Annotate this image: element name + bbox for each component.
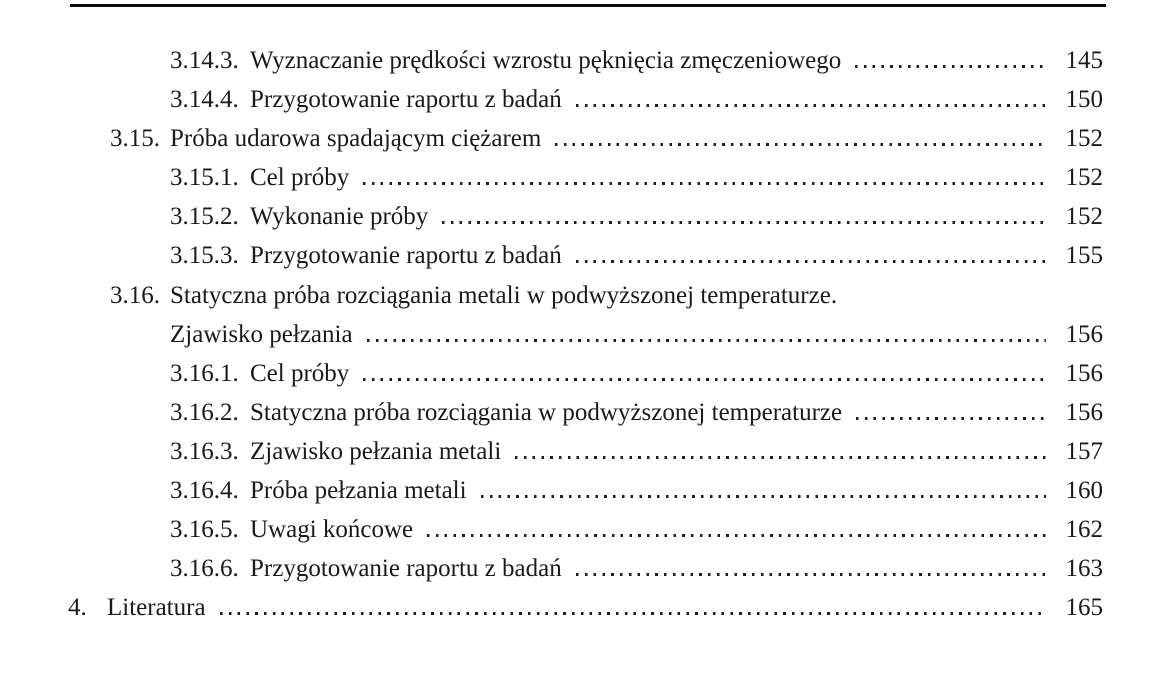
toc-row: [68, 276, 1103, 315]
toc-entry-page-number: 152: [1065, 125, 1103, 153]
dot-leader: [856, 417, 1046, 420]
toc-entry-number: 3.15.3.: [170, 242, 239, 270]
toc-entry-page-number: 162: [1065, 516, 1103, 544]
toc-entry-title: Cel próby: [250, 164, 350, 192]
toc-entry-title: Próba udarowa spadającym ciężarem: [170, 125, 542, 153]
toc-row: [68, 432, 1103, 471]
dot-leader: [363, 378, 1046, 381]
toc-entry-title: Próba pełzania metali: [250, 477, 467, 505]
dot-leader: [515, 456, 1046, 459]
dot-leader: [427, 534, 1046, 537]
toc-entry-number: 3.14.3.: [170, 47, 239, 74]
toc-row: [68, 471, 1103, 510]
toc-entry-number: 3.15.: [110, 125, 160, 153]
toc-row: [68, 354, 1103, 393]
toc-entry-title: Zjawisko pełzania: [170, 320, 353, 348]
toc-entry-number: 3.16.2.: [170, 398, 239, 426]
toc-entry-title: Wyznaczanie prędkości wzrostu pęknięcia zmęczeniowego: [250, 47, 842, 74]
toc-entry-title: Literatura: [107, 594, 206, 622]
toc-entry-page-number: 156: [1065, 398, 1103, 426]
dot-leader: [363, 182, 1046, 185]
toc-row: [68, 549, 1103, 588]
dot-leader: [576, 573, 1046, 576]
toc-entry-page-number: 160: [1065, 477, 1103, 505]
toc-entry-page-number: 156: [1065, 320, 1103, 348]
toc-entry-title: Cel próby: [250, 359, 350, 387]
toc-entry-title: Przygotowanie raportu z badań: [250, 555, 562, 583]
dot-leader: [220, 612, 1046, 615]
dot-leader: [367, 339, 1046, 342]
toc-entry-page-number: 152: [1065, 164, 1103, 192]
toc-entry-number: 3.16.: [110, 281, 160, 309]
toc-list: [68, 41, 1103, 627]
toc-entry-number: 3.15.1.: [170, 164, 239, 192]
toc-row: [68, 510, 1103, 549]
toc-entry-page-number: 152: [1065, 203, 1103, 231]
toc-entry-title: Przygotowanie raportu z badań: [250, 86, 562, 114]
toc-row: [68, 41, 1103, 80]
toc-row: [68, 80, 1103, 119]
toc-entry-number: 4.: [68, 594, 87, 622]
dot-leader: [481, 495, 1046, 498]
toc-row: [68, 315, 1103, 354]
toc-row: [68, 197, 1103, 236]
toc-entry-title: Wykonanie próby: [250, 203, 429, 231]
toc-entry-number: 3.16.3.: [170, 437, 239, 465]
toc-entry-page-number: 156: [1065, 359, 1103, 387]
dot-leader: [555, 143, 1046, 146]
toc-entry-title: Zjawisko pełzania metali: [250, 437, 502, 465]
toc-row: [68, 236, 1103, 275]
toc-entry-number: 3.16.5.: [170, 516, 239, 544]
toc-entry-number: 3.15.2.: [170, 203, 239, 231]
toc-entry-title: Statyczna próba rozciągania w podwyższonej temperaturze: [250, 398, 843, 426]
toc-entry-page-number: 150: [1065, 86, 1103, 114]
toc-entry-page-number: 145: [1065, 47, 1103, 74]
toc-entry-number: 3.16.4.: [170, 477, 239, 505]
dot-leader: [442, 221, 1046, 224]
toc-entry-number: 3.14.4.: [170, 86, 239, 114]
toc-row: [68, 119, 1103, 158]
toc-entry-title: Uwagi końcowe: [250, 516, 414, 544]
toc-row: [68, 588, 1103, 627]
toc-row: [68, 393, 1103, 432]
toc-entry-title: Przygotowanie raportu z badań: [250, 242, 562, 270]
toc-row: [68, 158, 1103, 197]
toc-entry-number: 3.16.6.: [170, 555, 239, 583]
toc-entry-page-number: 157: [1065, 437, 1103, 465]
dot-leader: [855, 65, 1046, 68]
header-rule: [70, 4, 1106, 7]
dot-leader: [576, 104, 1046, 107]
toc-entry-number: 3.16.1.: [170, 359, 239, 387]
toc-entry-title: Statyczna próba rozciągania metali w podwyższonej temperaturze.: [170, 281, 838, 309]
toc-entry-page-number: 165: [1065, 594, 1103, 622]
dot-leader: [576, 260, 1046, 263]
toc-entry-page-number: 155: [1065, 242, 1103, 270]
toc-entry-page-number: 163: [1065, 555, 1103, 583]
